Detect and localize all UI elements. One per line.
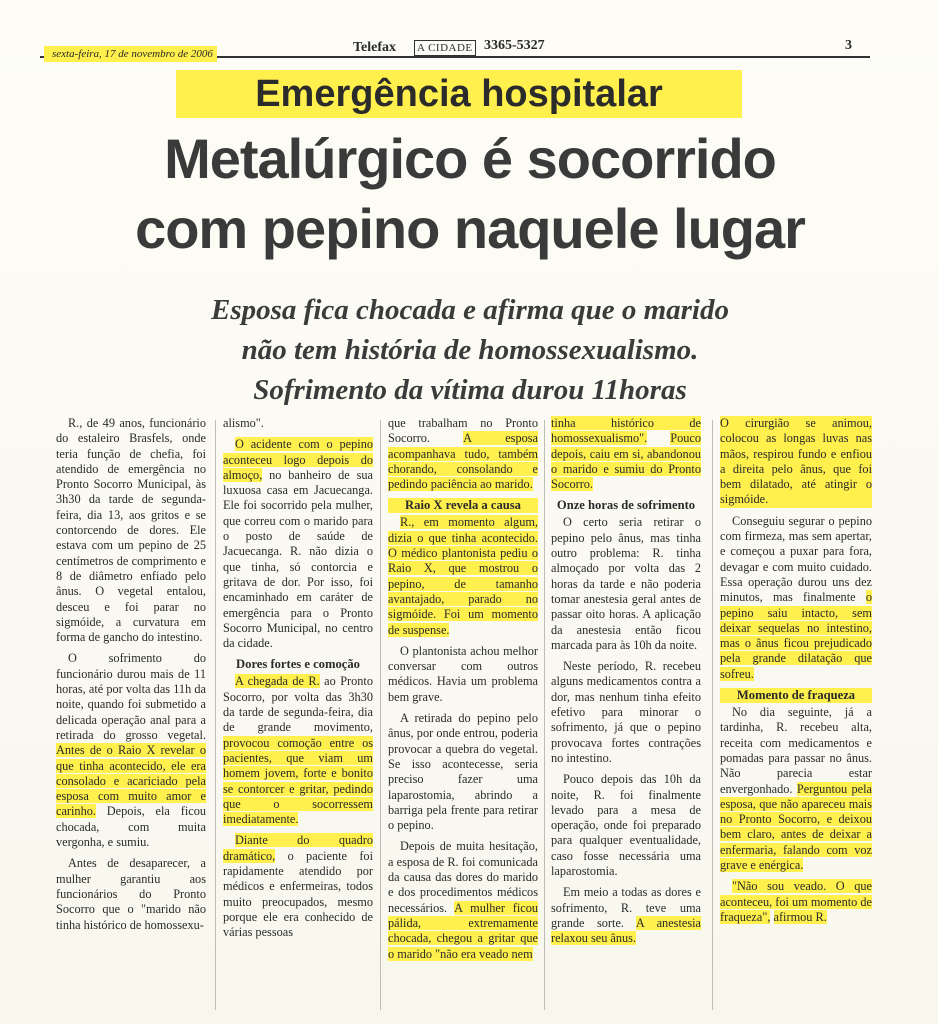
text-run: que trabalham no Pronto Socorro. <box>388 416 538 446</box>
article-column-1 <box>56 416 206 939</box>
text-run: no banheiro de sua luxuosa casa em Jacuecanga. Ele foi socorrido pela mulher, que correu com o marido para o posto de saúde de Jacuecanga. R. não dizia o que tinha, só contorcia e gritava de dor. Por isso, foi encaminhado em caráter de emergência para o Pronto Socorro Municipal, no centro da cidade. <box>223 467 373 651</box>
highlighted-text: A anestesia relaxou seu ânus. <box>551 915 701 946</box>
paragraph <box>223 833 373 940</box>
paragraph <box>388 416 538 492</box>
article-column-2 <box>223 416 373 947</box>
text-run: o paciente foi rapidamente atendido por médicos e enfermeiras, todos muito preocupados, mesmo porque ele era conhecido de várias pessoas <box>223 848 373 940</box>
paragraph <box>551 885 701 946</box>
text-run: O sofrimento do funcionário durou mais de 11 horas, até por volta das 11h da noite, quando foi submetido a delicada operação anal para a retirada do grosso vegetal. <box>56 651 206 742</box>
subheadline-line-3: Sofrimento da vítima durou 11horas <box>253 374 687 406</box>
subhead-dores-fortes: Dores fortes e comoção <box>236 657 360 672</box>
highlighted-text: A chegada de R. <box>235 674 320 689</box>
page-number: 3 <box>845 38 852 53</box>
text-run: ao Pronto Socorro, por volta das 3h30 da tarde de segunda-feira, dia de grande movimento, <box>223 674 374 735</box>
column-rule <box>544 420 545 1010</box>
paragraph <box>551 416 701 492</box>
section-kicker: Emergência hospitalar <box>176 70 742 118</box>
article-column-3 <box>388 416 538 968</box>
highlighted-text: R., em momento algum, dizia o que tinha acontecido. <box>388 515 538 545</box>
column-rule <box>380 420 381 1010</box>
subheadline-line-1: Esposa fica chocada e afirma que o marido <box>211 294 729 326</box>
telefax-label: Telefax <box>353 40 397 55</box>
text-run: Depois de muita hesitação, a esposa de R. foi comunicada da causa das dores do marido e dos procedimentos médicos necessários. <box>388 839 538 915</box>
highlighted-text: A esposa acompanhava tudo, também chorando, consolando e pedindo paciência ao marido. <box>388 431 538 492</box>
headline <box>40 124 900 264</box>
highlighted-text: provocou comoção entre os pacientes, que viam um homem jovem, forte e bonito se contorcer e gritar, pedindo que o socorressem imediatamente. <box>223 735 373 827</box>
paragraph: O certo seria retirar o pepino pelo ânus, mas tinha outro problema: R. tinha almoçado por volta das 2 horas da tarde e não poderia tomar anestesia geral antes de passar oito horas. A aplicação da anestesia então ficou marcada para às 10h da noite. <box>551 515 701 652</box>
paragraph <box>388 515 538 637</box>
highlighted-text: Pouco depois, caiu em si, abandonou o marido e sumiu do Pronto Socorro. <box>551 431 701 492</box>
paragraph <box>720 879 872 925</box>
issue-date: sexta-feira, 17 de novembro de 2006 <box>44 46 217 62</box>
paragraph <box>223 437 373 651</box>
subhead-onze-horas: Onze horas de sofrimento <box>556 498 696 513</box>
highlighted-text: Perguntou pela esposa, que não apareceu mais no Pronto Socorro, e deixou bem claro, antes de deixar a enfermaria, falando com voz grave e enérgica. <box>720 781 873 873</box>
subhead-momento-de-fraqueza: Momento de fraqueza <box>720 688 872 703</box>
paragraph <box>720 705 872 873</box>
column-rule <box>215 420 216 1010</box>
text-run: Depois, ela ficou chocada, com muita vergonha, e sumiu. <box>56 804 206 850</box>
highlighted-text: O médico plantonista pediu o Raio X, que mostrou o pepino, de tamanho avantajado, parado no sigmóide. Foi um momento de suspense. <box>388 546 538 637</box>
paragraph: Neste período, R. recebeu alguns medicamentos contra a dor, mas nenhum tinha efeito efetivo para minorar o sofrimento, já que o pepino provocava fortes contrações no intestino. <box>551 659 701 765</box>
paragraph: alismo". <box>223 416 264 430</box>
paragraph: Pouco depois das 10h da noite, R. foi finalmente levado para a mesa de operação, onde foi preparado para qualquer eventualidade, caso fosse necessária uma laparostomia. <box>551 772 701 879</box>
subheadline-line-2: não tem história de homossexualismo. <box>241 334 699 366</box>
paragraph <box>720 514 872 682</box>
highlighted-text: afirmou R. <box>773 909 827 924</box>
text-run: No dia seguinte, já a tardinha, R. recebeu alta, receita com medicamentos e pomadas para passar no ânus. Não parecia estar envergonhado. <box>720 705 872 796</box>
paragraph <box>56 651 206 850</box>
paragraph <box>223 674 373 827</box>
newspaper-logo: A CIDADE <box>414 40 476 56</box>
highlighted-text: A mulher ficou pálida, extremamente chocada, chegou a gritar que o marido "não era veado nem <box>388 900 538 961</box>
paragraph: O cirurgião se animou, colocou as longas luvas nas mãos, respirou fundo e enfiou a direita pelo ânus, que foi bem dilatado, até atingir o sigmóide. <box>720 416 872 507</box>
article-column-5 <box>720 416 872 931</box>
headline-line-1: Metalúrgico é socorrido <box>164 127 776 190</box>
headline-line-2: com pepino naquele lugar <box>135 197 805 260</box>
subhead-raio-x: Raio X revela a causa <box>388 498 538 513</box>
telefax-number: 3365-5327 <box>484 38 545 53</box>
highlighted-text: "Não sou veado. O que aconteceu, foi um momento de fraqueza", <box>720 879 872 924</box>
text-run: Conseguiu segurar o pepino com firmeza, mas sem apertar, e começou a puxar para fora, devagar e com muito cuidado. Essa operação durou uns dez minutos, mas finalmente <box>720 513 872 605</box>
column-rule <box>712 420 713 1010</box>
subheadline <box>60 290 880 410</box>
text-run: Em meio a todas as dores e sofrimento, R. teve uma grande sorte. <box>551 885 701 930</box>
highlighted-text: Antes de o Raio X revelar o que tinha acontecido, ele era consolado e acariciado pela esposa com muito amor e carinho. <box>56 743 206 819</box>
highlighted-text: o pepino saiu intacto, sem deixar sequelas no intestino, mas o ânus ficou prejudicado pela grande dilatação que sofreu. <box>720 590 872 681</box>
paragraph: Antes de desaparecer, a mulher garantiu aos funcionários do Pronto Socorro que o "marido não tinha histórico de homossexu- <box>56 856 206 932</box>
article-column-4 <box>551 416 701 953</box>
paragraph <box>388 839 538 961</box>
paragraph: R., de 49 anos, funcionário do estaleiro Brasfels, onde teria função de chefia, foi atendido de emergência no Pronto Socorro Municipal, às 3h30 da tarde de segunda-feira, dia 13, aos gritos e se contorcendo de dores. Ele estava com um pepino de 25 centímetros de comprimento e 8 de diâmetro enfiado pelo ânus. O vegetal entalou, desceu e foi parar no sigmóide, a curvatura em forma de gancho do intestino. <box>56 416 206 645</box>
paragraph: O plantonista achou melhor conversar com outros médicos. Havia um problema bem grave. <box>388 643 538 704</box>
paragraph: A retirada do pepino pelo ânus, por onde entrou, poderia provocar a quebra do vegetal. Se isso acontecesse, seria preciso fazer uma laparostomia, abrindo a barriga pela frente para retirar o pepino. <box>388 711 538 833</box>
highlighted-text: O acidente com o pepino aconteceu logo depois do almoço, <box>223 437 373 482</box>
highlighted-text: Diante do quadro dramático, <box>223 833 373 863</box>
highlighted-text: tinha histórico de homossexualismo". <box>551 416 701 446</box>
